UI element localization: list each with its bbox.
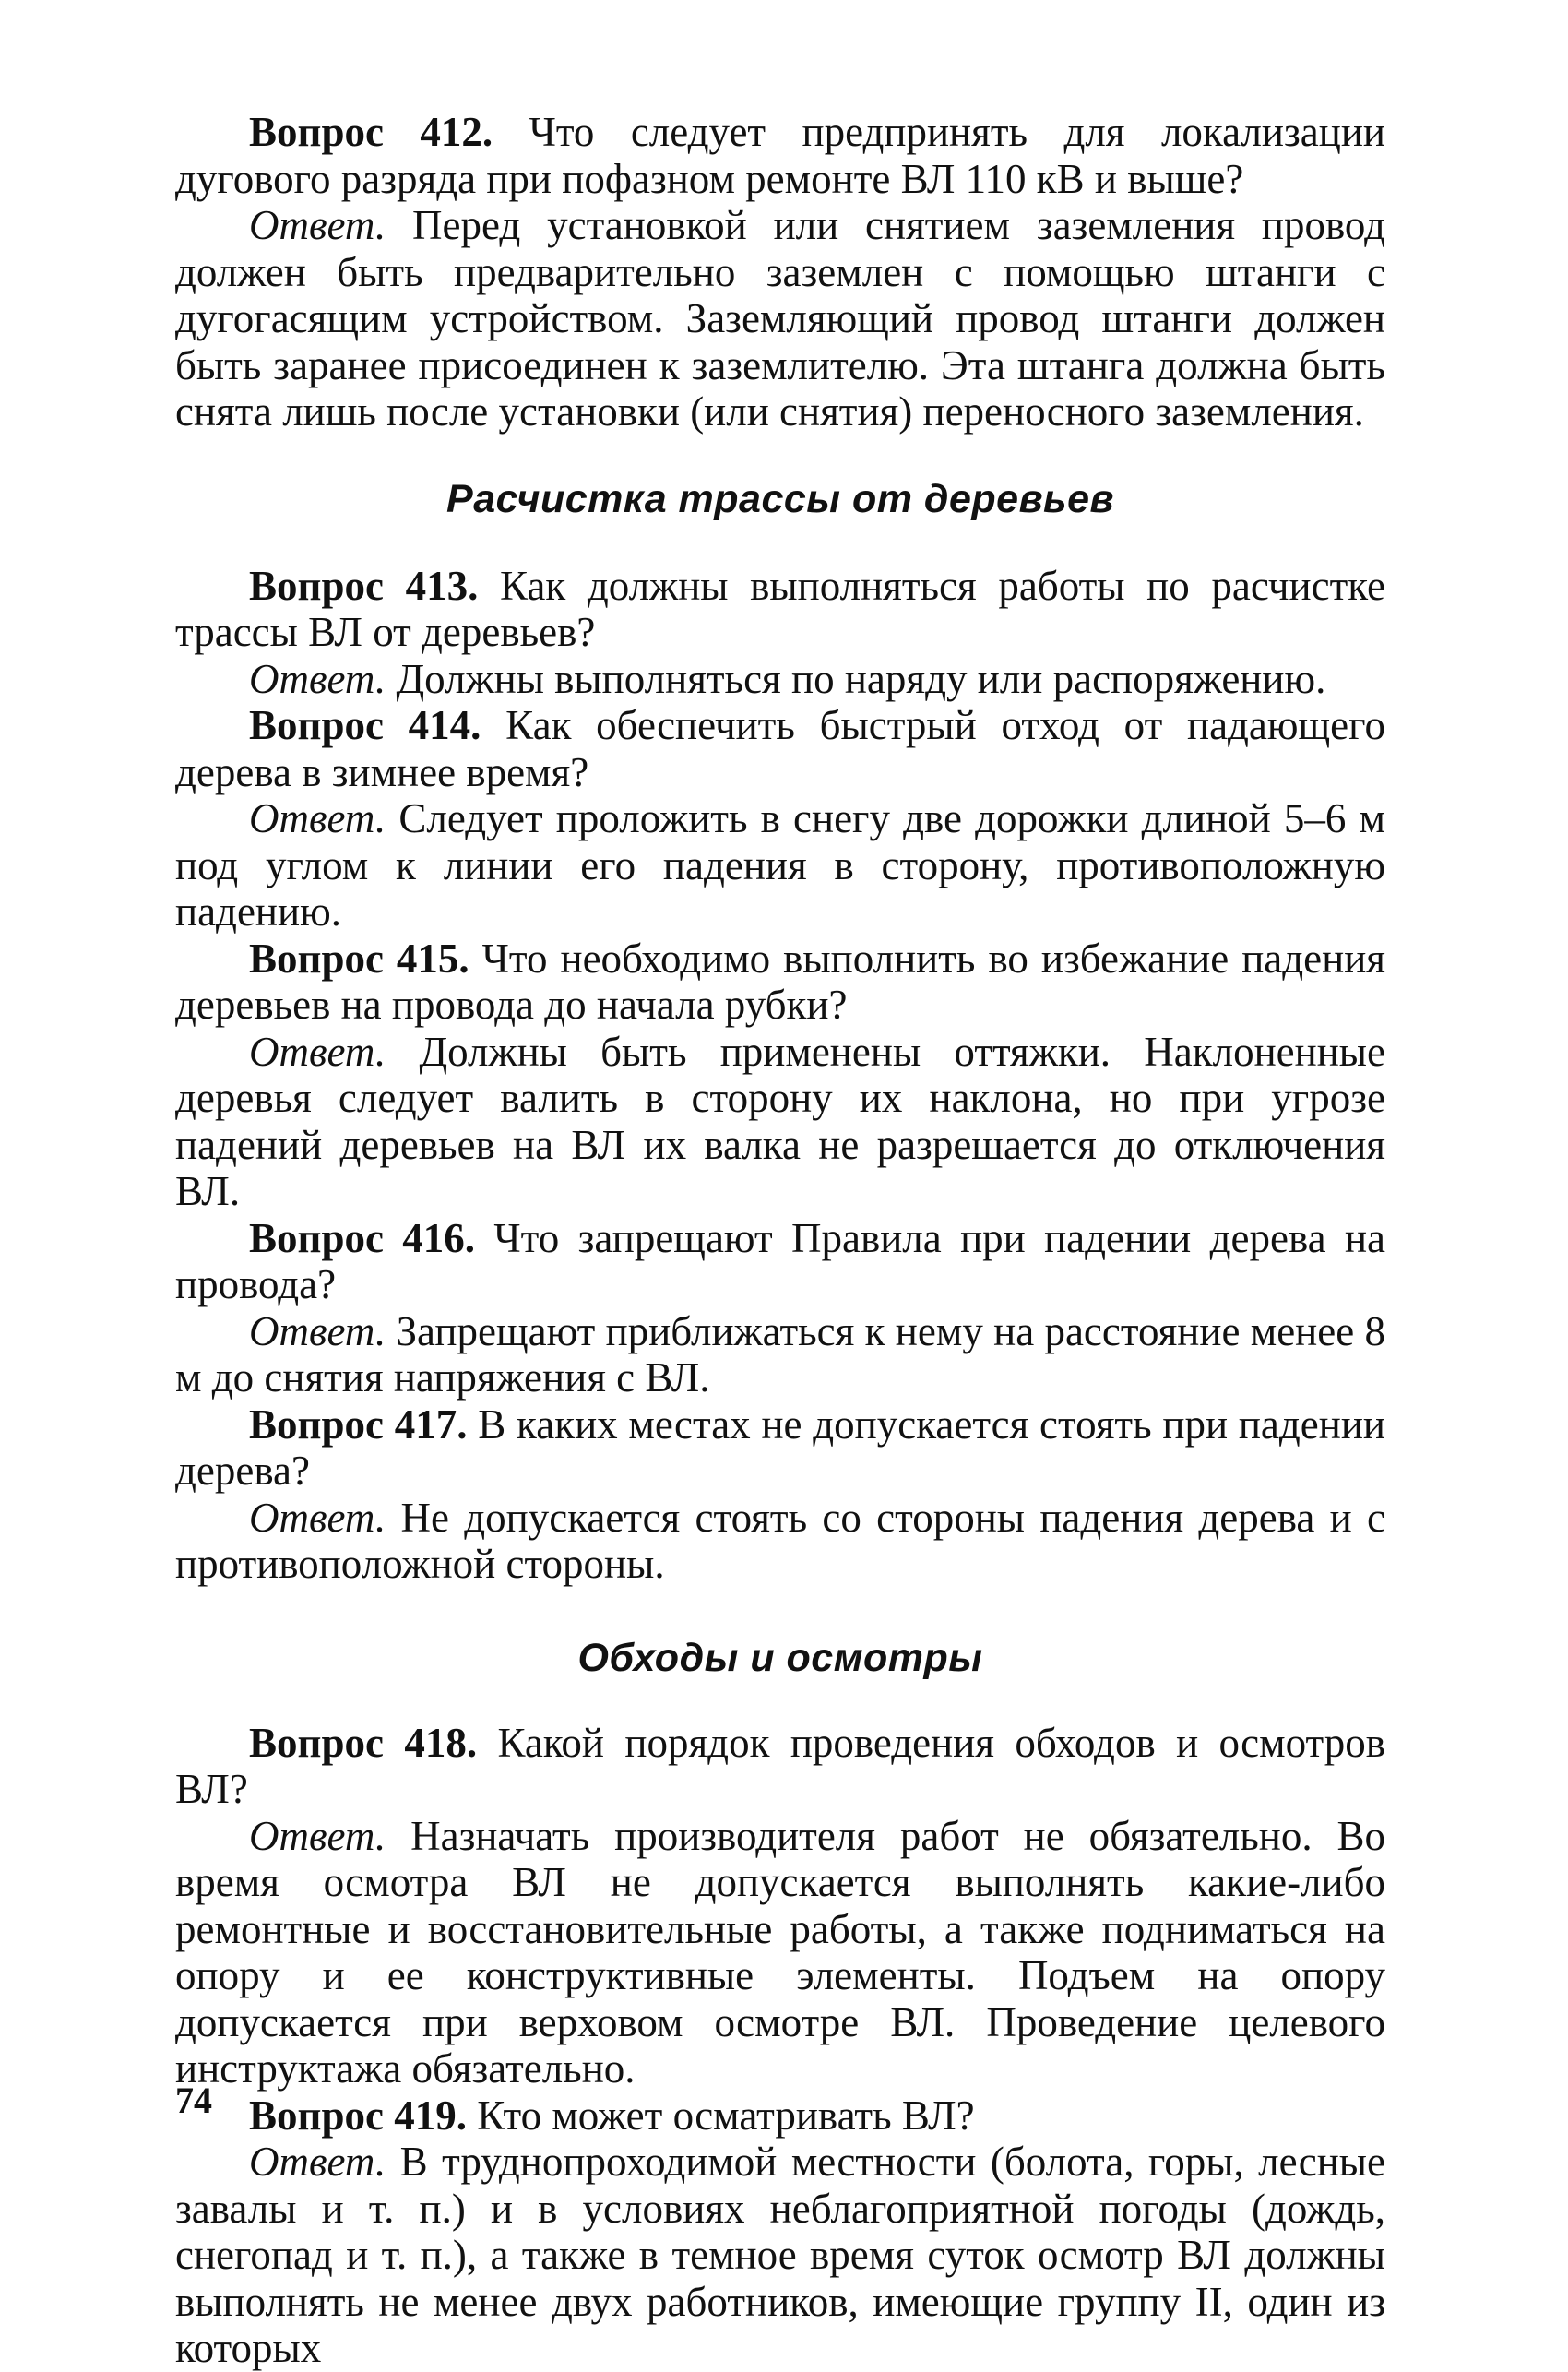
- question-label: Вопрос 413.: [249, 562, 479, 609]
- question-label: Вопрос 414.: [249, 702, 481, 748]
- answer-text: Запрещают приближаться к нему на расстояние менее 8 м до снятия напряжения с ВЛ.: [175, 1307, 1385, 1401]
- answer-label: Ответ.: [249, 1494, 386, 1541]
- question-text: Что запрещают Правила при падении дерева на провода?: [175, 1214, 1385, 1307]
- answer-label: Ответ.: [249, 1028, 386, 1075]
- question-label: Вопрос 415.: [249, 935, 469, 982]
- answer-412: [175, 202, 1385, 435]
- answer-label: Ответ.: [249, 2139, 386, 2185]
- answer-label: Ответ.: [249, 655, 386, 702]
- question-414: [175, 702, 1385, 795]
- question-text: Что необходимо выполнить во избежание падения деревьев на провода до начала рубки?: [175, 935, 1385, 1028]
- section-title-inspections: Обходы и осмотры: [577, 1635, 983, 1680]
- question-label: Вопрос 412.: [249, 109, 493, 155]
- section-title-tree-clearing: Расчистка трассы от деревьев: [446, 476, 1114, 521]
- question-419: [175, 2092, 1385, 2140]
- answer-text: Следует проложить в снегу две дорожки длиной 5–6 м под углом к линии его падения в сторону, противоположную падению.: [175, 795, 1385, 935]
- answer-417: [175, 1495, 1385, 1588]
- answer-label: Ответ.: [249, 795, 386, 841]
- question-412: [175, 109, 1385, 202]
- answer-text: Должны быть применены оттяжки. Наклоненные деревья следует валить в сторону их наклона, но при угрозе падений деревьев на ВЛ их валка не разрешается до отключения ВЛ.: [175, 1028, 1385, 1214]
- question-text: Как обеспечить быстрый отход от падающего дерева в зимнее время?: [175, 702, 1385, 795]
- question-text: Кто может осматривать ВЛ?: [466, 2092, 975, 2139]
- question-416: [175, 1215, 1385, 1308]
- answer-414: [175, 795, 1385, 936]
- question-label: Вопрос 416.: [249, 1214, 476, 1261]
- page-number: 74: [175, 2080, 212, 2121]
- question-text: Какой порядок проведения обходов и осмотров ВЛ?: [175, 1719, 1385, 1812]
- question-text: В каких местах не допускается стоять при падении дерева?: [175, 1401, 1385, 1494]
- answer-text: Должны выполняться по наряду или распоряжению.: [386, 655, 1326, 702]
- question-label: Вопрос 418.: [249, 1719, 478, 1766]
- answer-text: В труднопроходимой местности (болота, горы, лесные завалы и т. п.) и в условиях неблагоприятной погоды (дождь, снегопад и т. п.), а также в темное время суток осмотр ВЛ должны выполнять не менее двух работников, имеющие группу II, один из которых: [175, 2139, 1385, 2371]
- answer-416: [175, 1308, 1385, 1401]
- question-417: [175, 1401, 1385, 1495]
- question-label: Вопрос 419.: [249, 2092, 467, 2139]
- question-415: [175, 936, 1385, 1029]
- answer-text: Не допускается стоять со стороны падения дерева и с противоположной стороны.: [175, 1494, 1385, 1587]
- question-text: Что следует предпринять для локализации дугового разряда при пофазном ремонте ВЛ 110 кВ и выше?: [175, 109, 1385, 202]
- answer-419: [175, 2139, 1385, 2372]
- answer-text: Назначать производителя работ не обязательно. Во время осмотра ВЛ не допускается выполнять какие-либо ремонтные и восстановительные работы, а также подниматься на опору и ее конструктивные элементы. Подъем на опору допускается при верховом осмотре ВЛ. Проведение целевого инструктажа обязательно.: [175, 1812, 1385, 2092]
- question-text: Как должны выполняться работы по расчистке трассы ВЛ от деревьев?: [175, 562, 1385, 655]
- question-label: Вопрос 417.: [249, 1401, 468, 1448]
- answer-text: Перед установкой или снятием заземления провод должен быть предварительно заземлен с помощью штанги с дугогасящим устройством. Заземляющий провод штанги должен быть заранее присоединен к заземлителю. Эта штанга должна быть снята лишь после установки (или снятия) переносного заземления.: [175, 202, 1385, 435]
- answer-label: Ответ.: [249, 202, 386, 248]
- page-content: [175, 109, 1385, 2371]
- answer-label: Ответ.: [249, 1812, 386, 1859]
- question-418: [175, 1720, 1385, 1813]
- answer-415: [175, 1029, 1385, 1215]
- answer-418: [175, 1813, 1385, 2092]
- question-413: [175, 563, 1385, 656]
- answer-label: Ответ.: [249, 1307, 386, 1354]
- answer-413: [175, 656, 1385, 703]
